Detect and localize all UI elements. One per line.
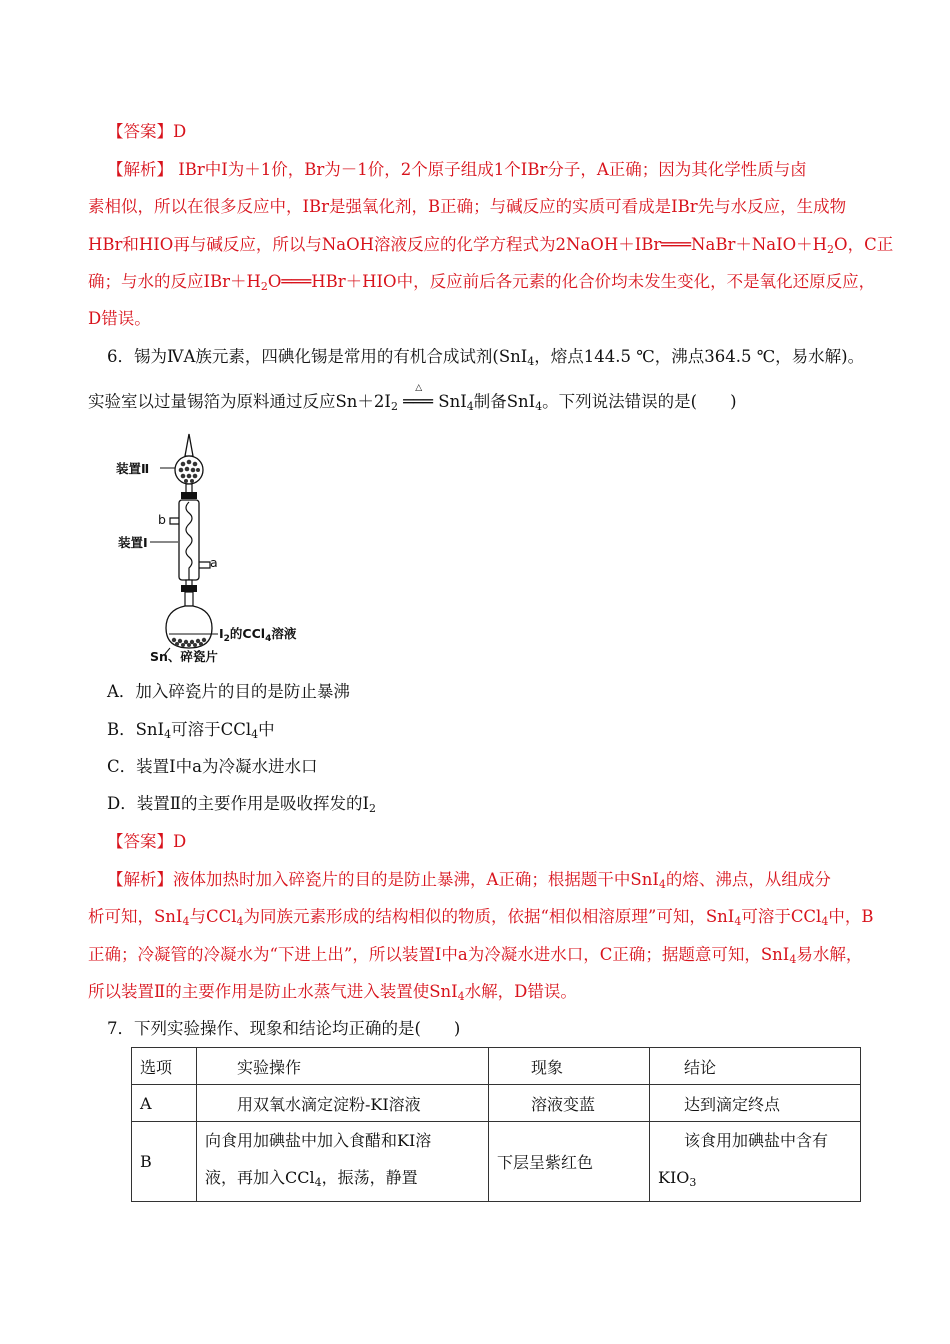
analysis-line: HBr和HIO再与碱反应，所以与NaOH溶液反应的化学方程式为$2NaOH+IBr═══NaBr+NaIO+H_2O$，C正 <box>88 235 894 256</box>
option-a: A．加入碎瓷片的目的是防止暴沸 <box>107 682 350 701</box>
answer-line <box>107 830 870 854</box>
table-header-row <box>132 1048 861 1085</box>
option-c: C．装置Ⅰ中a为冷凝水进水口 <box>107 757 318 776</box>
table-header: 选项 <box>132 1048 197 1085</box>
flask-contents-label: Sn、碎瓷片 <box>150 649 218 664</box>
analysis-label: 【解析】 <box>107 160 173 179</box>
table-header: 实验操作 <box>197 1048 489 1085</box>
device-2-label: 装置Ⅱ <box>116 461 150 476</box>
analysis-label: 【解析】 <box>107 870 173 889</box>
stopper-top <box>181 492 197 499</box>
table-row: A 用双氧水滴定淀粉-KI溶液 溶液变蓝 达到滴定终点 <box>132 1085 861 1122</box>
port-a <box>199 562 210 568</box>
table-row: B 向食用加碘盐中加入食醋和KI溶 液，再加入CCl$_4$，振荡，静置 下层呈紫红色 该食用加碘盐中含有 $KIO_3$ <box>132 1122 861 1202</box>
table-header: 结论 <box>650 1048 861 1085</box>
question-6-stem-2: 实验室以过量锡箔为原料通过反应$Sn+2I_2$ △ ═══ SnI$_4$制备SnI$_4$。下列说法错误的是( ) <box>88 390 870 419</box>
option-b: B．SnI$_4$可溶于CCl$_4$中 <box>107 720 275 741</box>
analysis-line: D错误。 <box>88 309 151 328</box>
analysis-line: 【解析】 IBr中I为＋1价，Br为－1价，2个原子组成1个IBr分子，A正确；因为其化学性质与卤 <box>107 160 807 179</box>
table-header: 现象 <box>489 1048 650 1085</box>
analysis-line: 【解析】液体加热时加入碎瓷片的目的是防止暴沸，A正确；根据题干中SnI$_4$的熔、沸点，从组成分 <box>107 870 831 891</box>
option-d: D．装置Ⅱ的主要作用是吸收挥发的$I_2$ <box>107 794 376 815</box>
question-7-stem: 7．下列实验操作、现象和结论均正确的是( ) <box>107 1019 461 1038</box>
answer-value: D <box>173 832 187 851</box>
drying-tube-tip <box>185 434 193 456</box>
apparatus-figure <box>110 428 310 668</box>
answer-label: 【答案】 <box>107 832 173 851</box>
analysis-line: 素相似，所以在很多反应中，IBr是强氧化剂，B正确；与碱反应的实质可看成是IBr先与水反应，生成物 <box>88 197 847 216</box>
port-b-label: b <box>158 512 166 527</box>
port-b <box>170 518 179 524</box>
analysis-line: 所以装置Ⅱ的主要作用是防止水蒸气进入装置使SnI$_4$水解，D错误。 <box>88 982 577 1003</box>
answer-label: 【答案】 <box>107 122 173 141</box>
analysis-line: 确；与水的反应$IBr+H_2O═══HBr+HIO$中，反应前后各元素的化合价均未发生变化，不是氧化还原反应， <box>88 272 876 293</box>
analysis-line: 正确；冷凝管的冷凝水为“下进上出”，所以装置Ⅰ中a为冷凝水进水口，C正确；据题意可知，SnI$_4$易水解， <box>88 945 863 966</box>
reaction-arrow: △ ═══ <box>403 390 433 414</box>
device-1-label: 装置Ⅰ <box>118 535 148 550</box>
solution-label: $I_2$的CCl$_4$溶液 <box>219 626 297 644</box>
answer-line <box>107 120 870 144</box>
answer-value: D <box>173 122 187 141</box>
port-a-label: a <box>210 555 218 570</box>
stopper-bottom <box>181 585 197 592</box>
experiment-table <box>131 1047 861 1202</box>
heat-symbol: △ <box>415 383 423 393</box>
analysis-line: 析可知，SnI$_4$与CCl$_4$为同族元素形成的结构相似的物质，依据“相似相溶原理”可知，SnI$_4$可溶于CCl$_4$中，B <box>88 907 874 928</box>
question-6-stem: 6．锡为ⅣA族元素，四碘化锡是常用的有机合成试剂(SnI$_4$，熔点144.5 ℃，沸点364.5 ℃，易水解)。 <box>107 347 865 368</box>
